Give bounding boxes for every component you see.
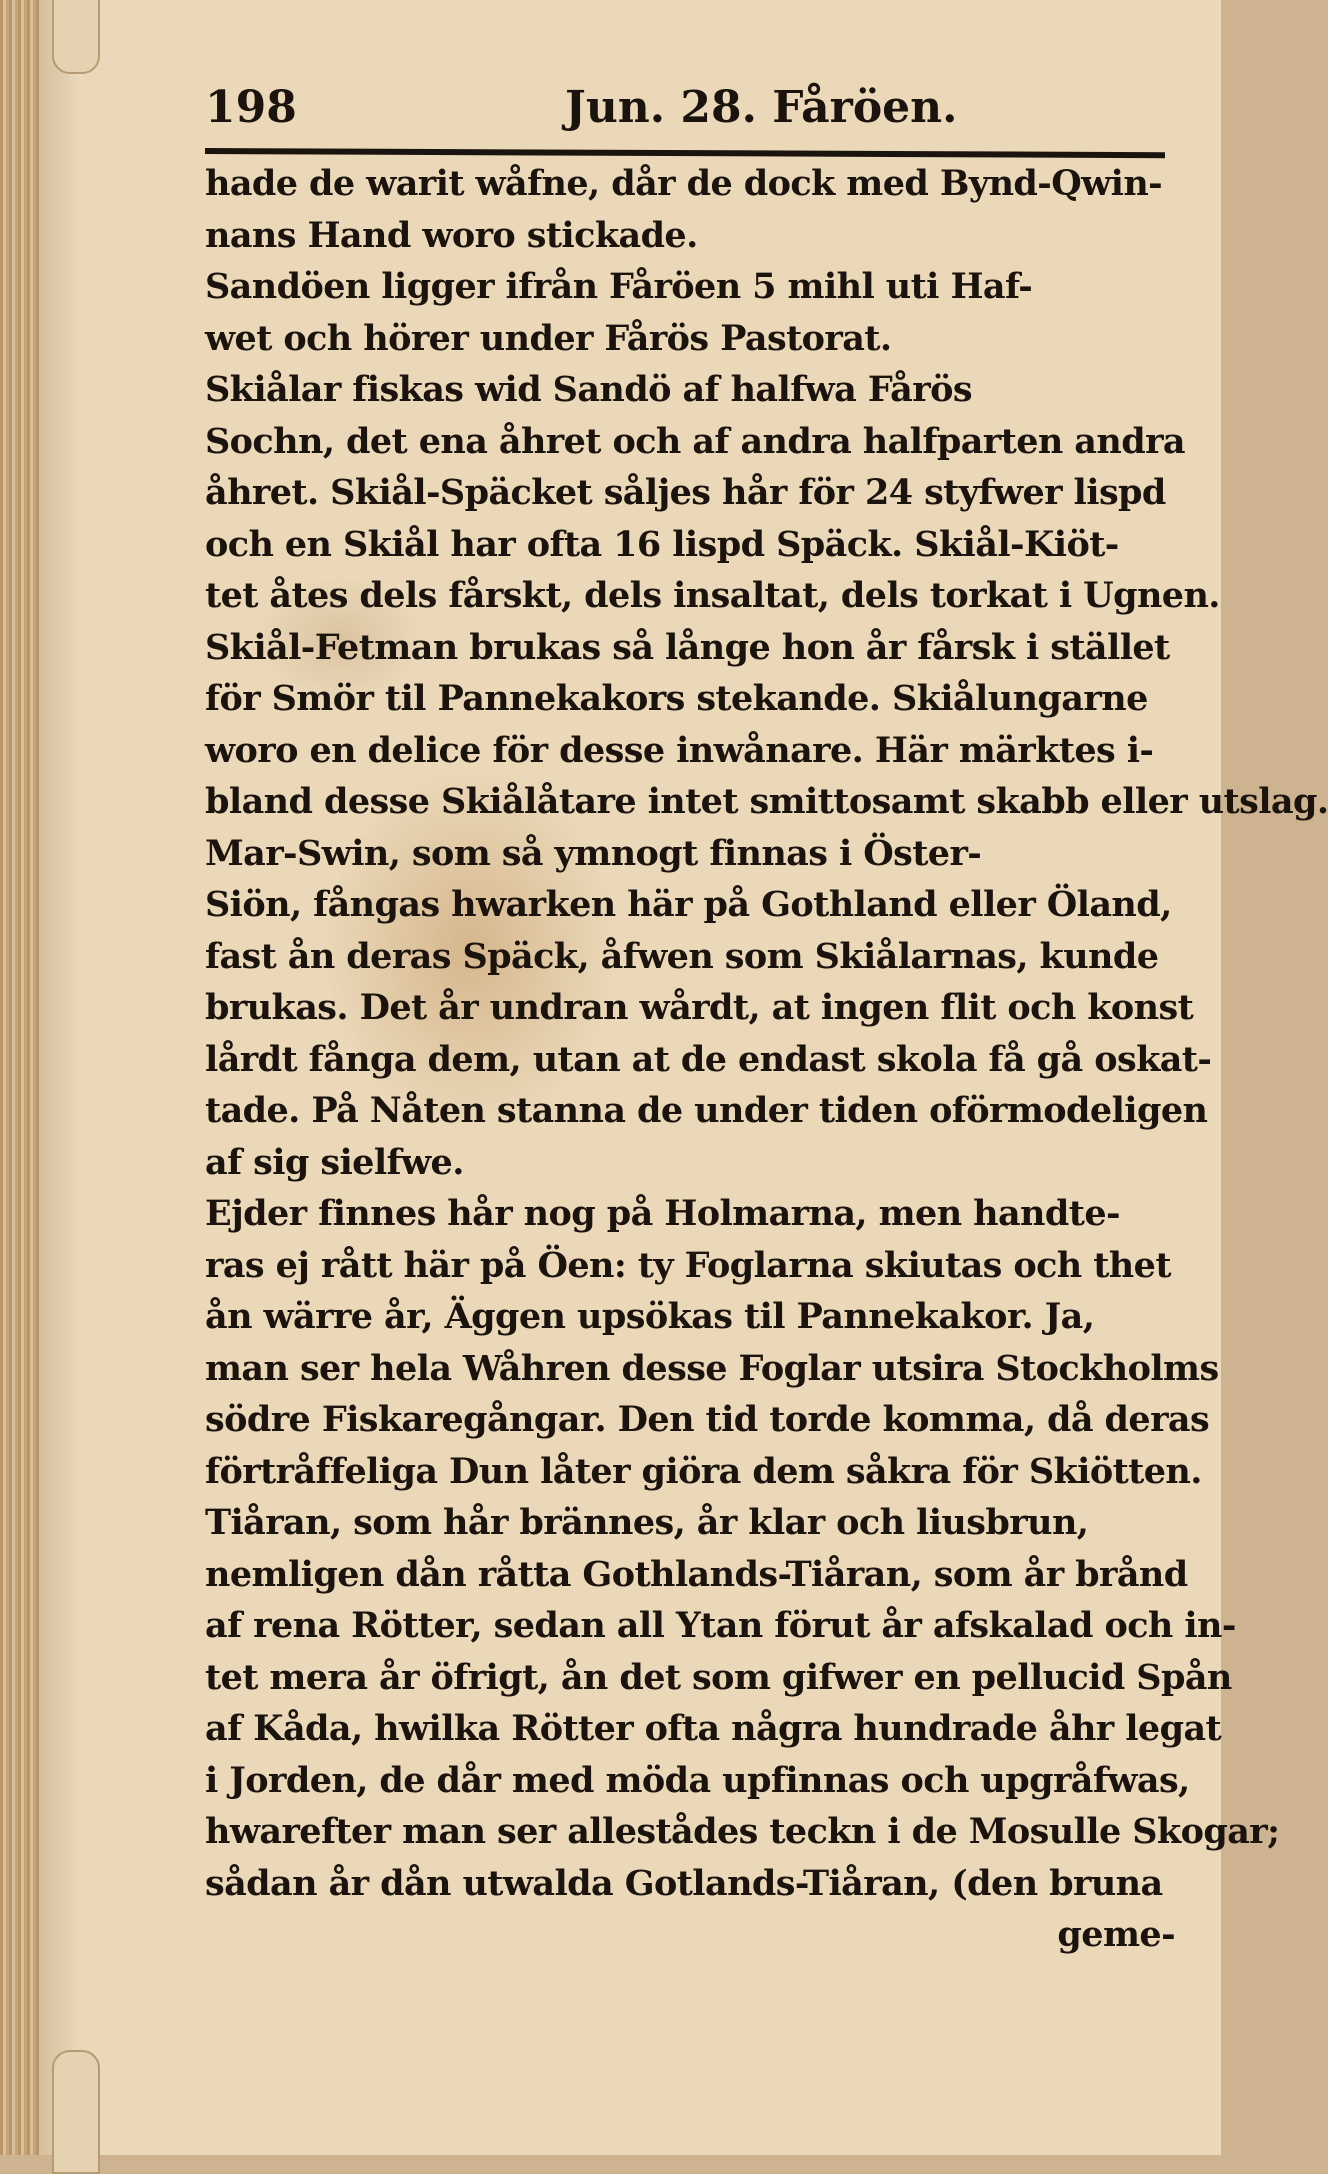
page-tab-top [52, 0, 100, 74]
text-line: woro en delice för desse inwånare. Här märktes i- [205, 729, 1154, 771]
body-text [205, 158, 1328, 1961]
text-line: och en Skiål har ofta 16 lispd Späck. Skiål-Kiöt- [205, 523, 1119, 565]
text-line: hwarefter man ser allestådes teckn i de Mosulle Skogar; [205, 1811, 1280, 1852]
text-line: Sochn, det ena åhret och af andra halfparten andra [205, 420, 1186, 462]
book-binding [0, 0, 42, 2155]
text-line: tade. På Nåten stanna de under tiden oförmodeligen [205, 1090, 1208, 1131]
text-line: nemligen dån råtta Gothlands-Tiåran, som år brånd [205, 1553, 1188, 1595]
text-line: södre Fiskaregångar. Den tid torde komma, då deras [205, 1399, 1210, 1440]
text-line: förtråffeliga Dun låter giöra dem såkra för Skiötten. [205, 1450, 1202, 1492]
text-line: ån wärre år, Äggen upsökas til Pannekakor. Ja, [205, 1296, 1095, 1337]
text-line: lårdt fånga dem, utan at de endast skola få gå oskat- [205, 1038, 1212, 1080]
text-line: wet och hörer under Fårös Pastorat. [205, 317, 892, 359]
text-line: Mar-Swin, som så ymnogt finnas i Öster- [205, 832, 982, 874]
page-header [205, 82, 1165, 142]
text-line: nans Hand woro stickade. [205, 214, 698, 256]
running-head: Jun. 28. Fåröen. [565, 82, 958, 133]
text-line: hade de warit wåfne, dår de dock med Bynd-Qwin- [205, 163, 1163, 204]
text-line: af rena Rötter, sedan all Ytan förut år afskalad och in- [205, 1605, 1236, 1646]
text-line: af sig sielfwe. [205, 1141, 464, 1183]
text-line: Skiålar fiskas wid Sandö af halfwa Fårös [205, 369, 972, 410]
text-line: sådan år dån utwalda Gotlands-Tiåran, (den bruna [205, 1862, 1163, 1904]
text-line: Ejder finnes hår nog på Holmarna, men handte- [205, 1193, 1120, 1234]
text-line: åhret. Skiål-Späcket såljes hår för 24 styfwer lispd [205, 472, 1166, 513]
text-line: brukas. Det år undran wårdt, at ingen flit och konst [205, 987, 1194, 1028]
text-line: i Jorden, de dår med möda upfinnas och upgråfwas, [205, 1759, 1190, 1801]
catchword: geme- [1057, 1914, 1175, 1955]
text-line: man ser hela Wåhren desse Foglar utsira Stockholms [205, 1347, 1219, 1389]
text-line: bland desse Skiålåtare intet smittosamt skabb eller utslag. [205, 781, 1328, 822]
text-line: Siön, fångas hwarken här på Gothland eller Öland, [205, 884, 1172, 925]
text-line: ras ej rått här på Öen: ty Foglarna skiutas och thet [205, 1244, 1171, 1286]
text-line: fast ån deras Späck, åfwen som Skiålarnas, kunde [205, 935, 1159, 977]
text-line: Tiåran, som hår brännes, år klar och liusbrun, [205, 1502, 1089, 1543]
text-line: af Kåda, hwilka Rötter ofta några hundrade åhr legat [205, 1708, 1222, 1749]
text-line: Sandöen ligger ifrån Fåröen 5 mihl uti Haf- [205, 266, 1033, 307]
text-line: Skiål-Fetman brukas så långe hon år fårsk i stället [205, 626, 1170, 668]
text-line: tet åtes dels fårskt, dels insaltat, dels torkat i Ugnen. [205, 575, 1220, 616]
page-tab-bottom [52, 2050, 100, 2174]
page-number: 198 [205, 82, 297, 133]
text-line: tet mera år öfrigt, ån det som gifwer en pellucid Spån [205, 1656, 1232, 1698]
text-line: för Smör til Pannekakors stekande. Skiålungarne [205, 678, 1148, 719]
